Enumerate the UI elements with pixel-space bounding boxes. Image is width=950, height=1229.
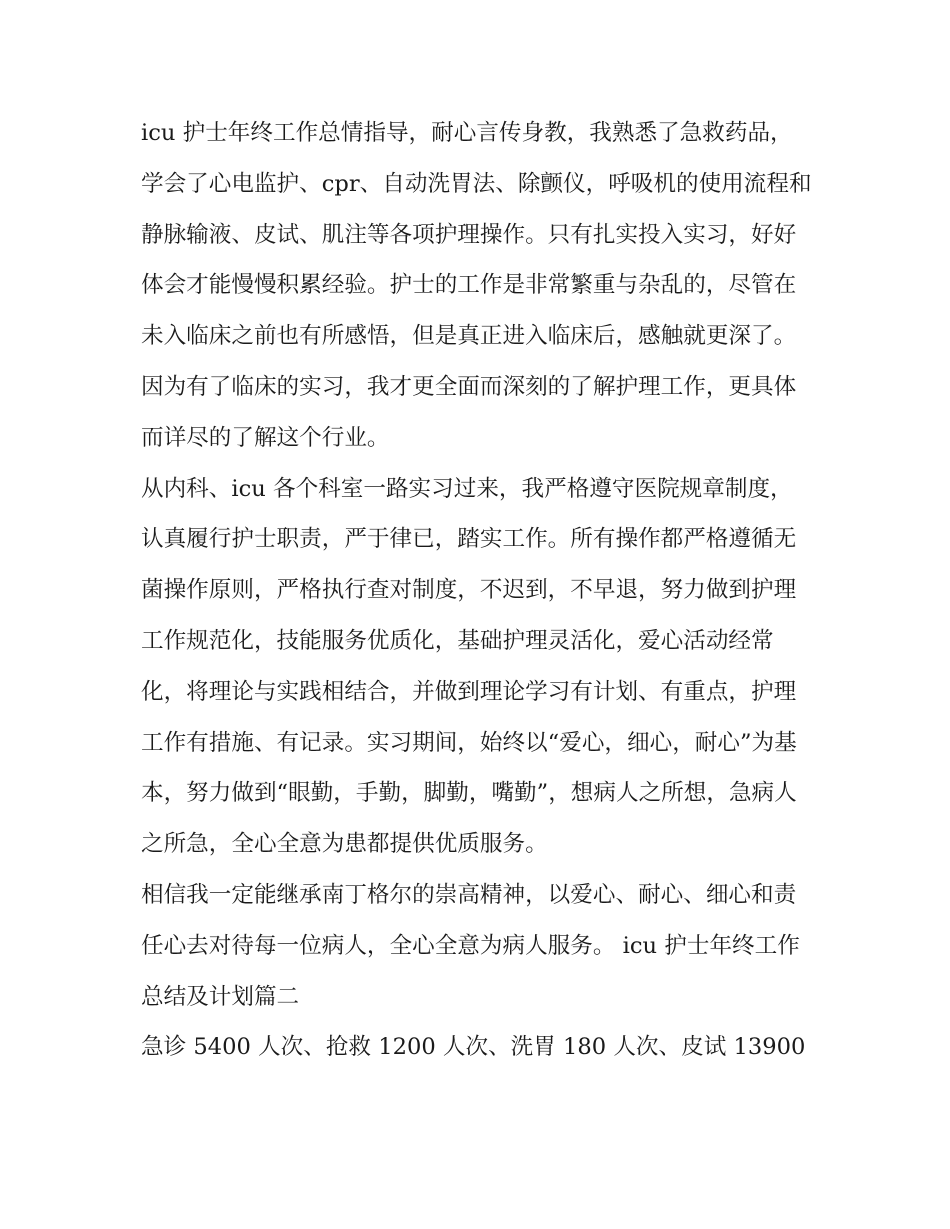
paragraph-1: icu 护士年终工作总情指导，耐心言传身教，我熟悉了急救药品，学会了心电监护、cpr、自动洗胃法、除颤仪，呼吸机的使用流程和静脉输液、皮试、肌注等各项护理操作。只有扎实投入实习，好好体会才能慢慢积累经验。护士的工作是非常繁重与杂乱的，尽管在未入临床之前也有所感悟，但是真正进入临床后，感触就更深了。因为有了临床的实习，我才更全面而深刻的了解护理工作，更具体而详尽的了解这个行业。: [141, 120, 812, 451]
document-body: [141, 108, 813, 1073]
paragraph-3: 相信我一定能继承南丁格尔的崇高精神，以爱心、耐心、细心和责任心去对待每一位病人，全心全意为病人服务。 icu 护士年终工作总结及计划篇二: [141, 881, 800, 1010]
paragraph-2: 从内科、icu 各个科室一路实习过来，我严格遵守医院规章制度，认真履行护士职责，严于律已，踏实工作。所有操作都严格遵循无菌操作原则，严格执行查对制度，不迟到，不早退，努力做到护理工作规范化，技能服务优质化，基础护理灵活化，爱心活动经常化，将理论与实践相结合，并做到理论学习有计划、有重点，护理工作有措施、有记录。实习期间，始终以“爱心，细心，耐心”为基本，努力做到“眼勤，手勤，脚勤，嘴勤”，想病人之所想，急病人之所急，全心全意为患都提供优质服务。: [141, 475, 797, 858]
paragraph-4: 急诊 5400 人次、抢救 1200 人次、洗胃 180 人次、皮试 13900: [141, 1034, 806, 1061]
